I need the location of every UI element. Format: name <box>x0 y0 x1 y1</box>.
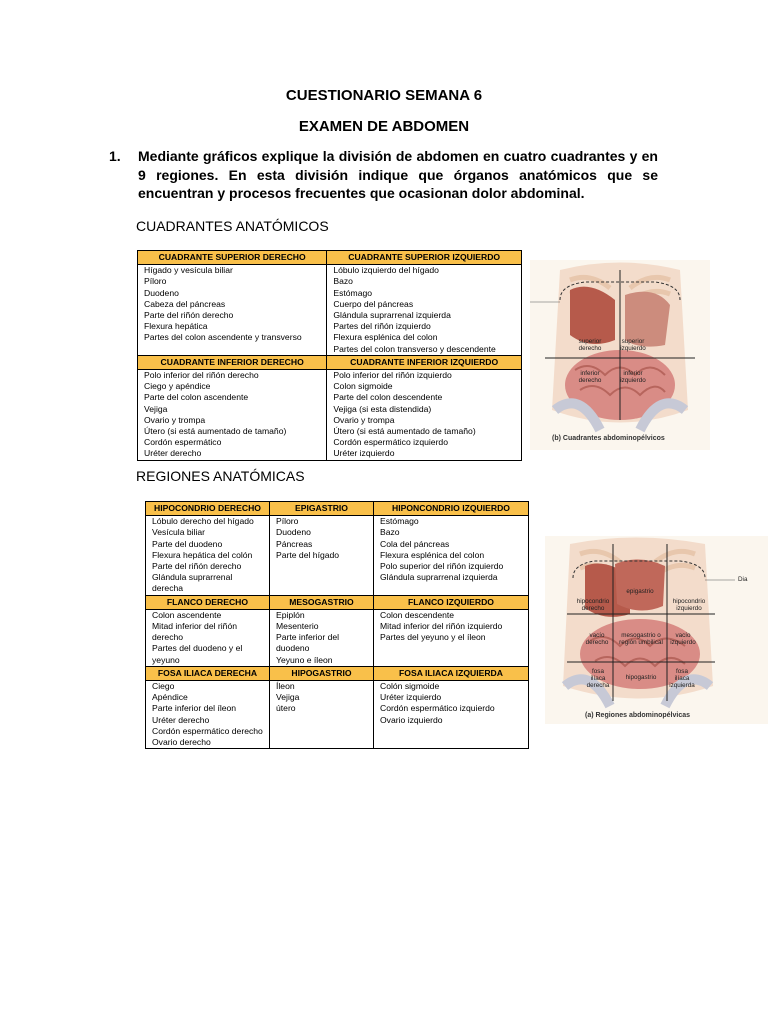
quadrants-heading: CUADRANTES ANATÓMICOS <box>136 218 329 234</box>
organ-item: Hígado y vesícula biliar <box>144 265 233 276</box>
organ-item: Apéndice <box>152 692 188 703</box>
organ-item: Parte del colon descendente <box>333 392 443 403</box>
quadrant-label: inferior derecho <box>578 370 602 384</box>
organ-item: Colon ascendente <box>152 609 222 620</box>
region-header: HIPOGASTRIO <box>270 666 374 680</box>
organ-item: Estómago <box>380 516 419 527</box>
organ-item: Colon descendente <box>380 609 455 620</box>
organ-item: Parte del hígado <box>276 549 340 560</box>
organ-item: Flexura esplénica del colon <box>380 549 485 560</box>
region-cell <box>374 681 529 749</box>
quadrant-label: superior izquierdo <box>620 338 646 352</box>
region-header: FLANCO DERECHO <box>146 595 270 609</box>
quadrant-cell <box>138 370 327 461</box>
organ-item: Colón sigmoide <box>380 681 440 692</box>
question-text: Mediante gráficos explique la división de abdomen en cuatro cuadrantes y en 9 regiones. En esta división indique que órganos anatómicos que se encuentran y procesos frecuentes que ocasionan dolor abdominal. <box>138 148 658 201</box>
organ-item: Polo superior del riñón izquierdo <box>380 561 504 572</box>
organ-item: Bazo <box>380 527 400 538</box>
region-header: EPIGASTRIO <box>270 502 374 516</box>
region-header: HIPOCONDRIO DERECHO <box>146 502 270 516</box>
organ-item: Partes del riñón izquierdo <box>333 321 431 332</box>
organ-item: Colon sigmoide <box>333 381 393 392</box>
quadrant-header: CUADRANTE SUPERIOR IZQUIERDO <box>327 251 522 265</box>
organ-item: Glándula suprarrenal derecha <box>152 572 233 594</box>
organ-item: útero <box>276 703 296 714</box>
region-label: mesogastrio o región umbilical <box>619 632 663 646</box>
organ-item: Cordón espermático derecho <box>152 725 263 736</box>
region-cell <box>374 516 529 595</box>
organ-item: Polo inferior del riñón izquierdo <box>333 370 452 381</box>
organ-item: Uréter izquierdo <box>333 448 395 459</box>
organ-item: Vejiga <box>144 403 168 414</box>
organ-item: Partes del duodeno y el yeyuno <box>152 643 243 665</box>
organ-item: Flexura esplénica del colon <box>333 332 438 343</box>
region-label: hipocondrio derecho <box>576 598 610 612</box>
organ-item: Polo inferior del riñón derecho <box>144 370 259 381</box>
abdomen-regions-illustration <box>545 536 768 724</box>
organ-item: Uréter derecho <box>152 714 210 725</box>
region-cell <box>270 609 374 666</box>
quadrants-figure <box>530 260 710 450</box>
page-subtitle: EXAMEN DE ABDOMEN <box>298 118 470 135</box>
regions-table <box>145 501 529 749</box>
organ-item: Partes del yeyuno y el íleon <box>380 632 486 643</box>
region-cell <box>146 516 270 595</box>
region-cell <box>270 681 374 749</box>
organ-item: Mitad inferior del riñón izquierdo <box>380 621 503 632</box>
organ-item: Parte inferior del duodeno <box>276 632 340 654</box>
organ-item: Cola del páncreas <box>380 538 450 549</box>
organ-item: Duodeno <box>276 527 311 538</box>
organ-item: Ciego <box>152 681 175 692</box>
quadrant-header: CUADRANTE INFERIOR IZQUIERDO <box>327 355 522 369</box>
organ-item: Flexura hepática del colón <box>152 549 253 560</box>
organ-item: Vesícula biliar <box>152 527 206 538</box>
organ-item: Mesenterio <box>276 621 319 632</box>
region-label: hipogastrio <box>625 674 657 681</box>
organ-item: Yeyuno e íleon <box>276 654 333 665</box>
organ-item: Útero (si está aumentado de tamaño) <box>333 426 476 437</box>
organ-item: Ciego y apéndice <box>144 381 211 392</box>
region-label: fosa ilíaca derecha <box>586 668 610 689</box>
region-label: epigastrio <box>626 588 654 595</box>
organ-item: Ovario y trompa <box>333 414 395 425</box>
organ-item: Flexura hepática <box>144 321 208 332</box>
quadrant-header: CUADRANTE INFERIOR DERECHO <box>138 355 327 369</box>
region-label: fosa ilíaca izquierda <box>669 668 695 689</box>
page-title: CUESTIONARIO SEMANA 6 <box>285 87 483 104</box>
region-cell <box>270 516 374 595</box>
organ-item: Ovario y trompa <box>144 414 206 425</box>
organ-item: Páncreas <box>276 538 313 549</box>
organ-item: Vejiga (si esta distendida) <box>333 403 432 414</box>
region-cell <box>146 681 270 749</box>
quadrant-label: inferior izquierdo <box>620 370 646 384</box>
organ-item: Ovario derecho <box>152 737 211 748</box>
organ-item: Bazo <box>333 276 353 287</box>
region-cell <box>146 609 270 666</box>
organ-item: Parte inferior del íleon <box>152 703 237 714</box>
region-header: FLANCO IZQUIERDO <box>374 595 529 609</box>
organ-item: Parte del colon ascendente <box>144 392 249 403</box>
organ-item: Ovario izquierdo <box>380 714 443 725</box>
question-number: 1. <box>109 148 121 164</box>
abdomen-quadrants-illustration <box>530 260 710 450</box>
organ-item: Uréter derecho <box>144 448 202 459</box>
side-label: Dia <box>738 576 748 583</box>
organ-item: Duodeno <box>144 287 179 298</box>
organ-item: Estómago <box>333 287 373 298</box>
organ-item: Glándula suprarrenal izquierda <box>333 310 451 321</box>
region-header: HIPONCONDRIO IZQUIERDO <box>374 502 529 516</box>
organ-item: Cabeza del páncreas <box>144 298 226 309</box>
organ-item: Parte del riñón derecho <box>144 310 234 321</box>
organ-item: Íleon <box>276 681 295 692</box>
organ-item: Epiplón <box>276 609 305 620</box>
region-label: vacío izquierdo <box>670 632 696 646</box>
organ-item: Uréter izquierdo <box>380 692 442 703</box>
organ-item: Cuerpo del páncreas <box>333 298 414 309</box>
region-header: MESOGASTRIO <box>270 595 374 609</box>
figure-caption: (a) Regiones abdominopélvicas <box>585 712 691 719</box>
region-cell <box>374 609 529 666</box>
organ-item: Parte del duodeno <box>152 538 223 549</box>
organ-item: Lóbulo derecho del hígado <box>152 516 254 527</box>
region-header: FOSA ILIACA IZQUIERDA <box>374 666 529 680</box>
quadrant-cell <box>138 265 327 356</box>
quadrants-table <box>137 250 522 461</box>
quadrant-header: CUADRANTE SUPERIOR DERECHO <box>138 251 327 265</box>
figure-caption: (b) Cuadrantes abdominopélvicos <box>552 435 665 442</box>
quadrant-cell <box>327 265 522 356</box>
region-label: hipocondrio izquierdo <box>672 598 706 612</box>
organ-item: Lóbulo izquierdo del hígado <box>333 265 439 276</box>
organ-item: Cordón espermático <box>144 437 222 448</box>
organ-item: Píloro <box>144 276 167 287</box>
organ-item: Parte del riñón derecho <box>152 561 242 572</box>
organ-item: Partes del colon transverso y descendente <box>333 343 496 354</box>
organ-item: Cordón espermático izquierdo <box>333 437 448 448</box>
organ-item: Cordón espermático izquierdo <box>380 703 495 714</box>
region-header: FOSA ILIACA DERECHA <box>146 666 270 680</box>
organ-item: Útero (si está aumentado de tamaño) <box>144 426 287 437</box>
region-label: vacío derecho <box>585 632 609 646</box>
quadrant-cell <box>327 370 522 461</box>
organ-item: Mitad inferior del riñón derecho <box>152 621 238 643</box>
quadrant-label: superior derecho <box>578 338 602 352</box>
regions-heading: REGIONES ANATÓMICAS <box>136 468 305 484</box>
organ-item: Píloro <box>276 516 299 527</box>
organ-item: Partes del colon ascendente y transverso <box>144 332 302 343</box>
organ-item: Vejiga <box>276 692 300 703</box>
organ-item: Glándula suprarrenal izquierda <box>380 572 498 583</box>
regions-figure <box>545 536 768 724</box>
